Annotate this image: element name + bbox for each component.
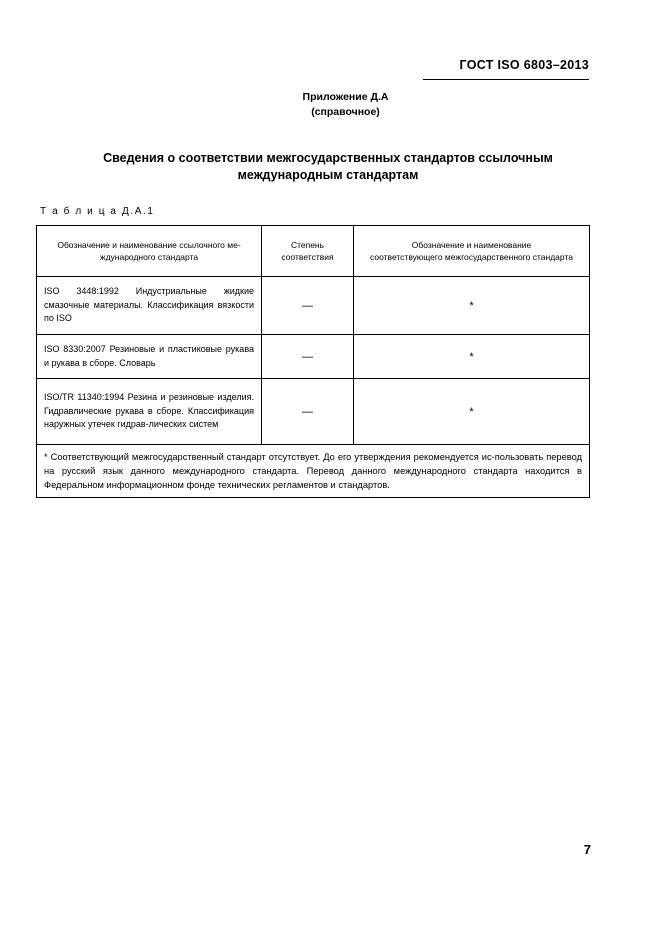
cell-reference: ISO 8330:2007 Резиновые и пластиковые рукава и рукава в сборе. Словарь [37,335,262,379]
table-row [37,277,590,335]
table-header-national-line2: соответствующего межгосударственного стандарта [370,252,573,262]
table-header-degree [262,226,354,277]
cell-degree: — [262,379,354,445]
table-header-national-line1: Обозначение и наименование [411,240,532,250]
correspondence-table [36,225,590,498]
cell-reference: ISO 3448:1992 Индустриальные жидкие смазочные материалы. Классификация вязкости по ISO [37,277,262,335]
cell-reference: ISO/TR 11340:1994 Резина и резиновые изделия. Гидравлические рукава в сборе. Классификация наружных утечек гидрав-лических систем [37,379,262,445]
annex-title: Приложение Д.А [302,91,389,103]
cell-degree: — [262,335,354,379]
table-row [37,335,590,379]
table-footnote-row [37,445,590,498]
page-header [0,58,661,72]
table-header-row [37,226,590,277]
cell-national: * [354,379,590,445]
table-header-national [354,226,590,277]
table-header-reference-line2: ждународного стандарта [99,252,199,262]
cell-national: * [354,277,590,335]
section-heading: Сведения о соответствии межгосударственных стандартов ссылочным международным стандартам [103,151,553,182]
table-header-reference [37,226,262,277]
correspondence-table-wrapper [36,225,589,498]
cell-national: * [354,335,590,379]
table-header-degree-line1: Степень [290,240,325,250]
cell-degree: — [262,277,354,335]
page-number: 7 [583,842,591,857]
table-header-reference-line1: Обозначение и наименование ссылочного ме- [57,240,241,250]
table-caption: Т а б л и ц а Д.А.1 [40,206,155,217]
table-header-degree-line2: соответствия [281,252,334,262]
table-footnote: * Соответствующий межгосударственный стандарт отсутствует. До его утверждения рекомендуется ис-пользовать перевод на русский язык данного международного стандарта. Перевод данного международного стандарта находится в Федеральном информационном фонде технических регламентов и стандартов. [37,445,590,498]
table-row [37,379,590,445]
annex-subtitle: (справочное) [311,106,380,118]
header-rule [423,79,589,80]
standard-designation: ГОСТ ISO 6803–2013 [459,58,589,72]
annex-block [0,90,661,120]
